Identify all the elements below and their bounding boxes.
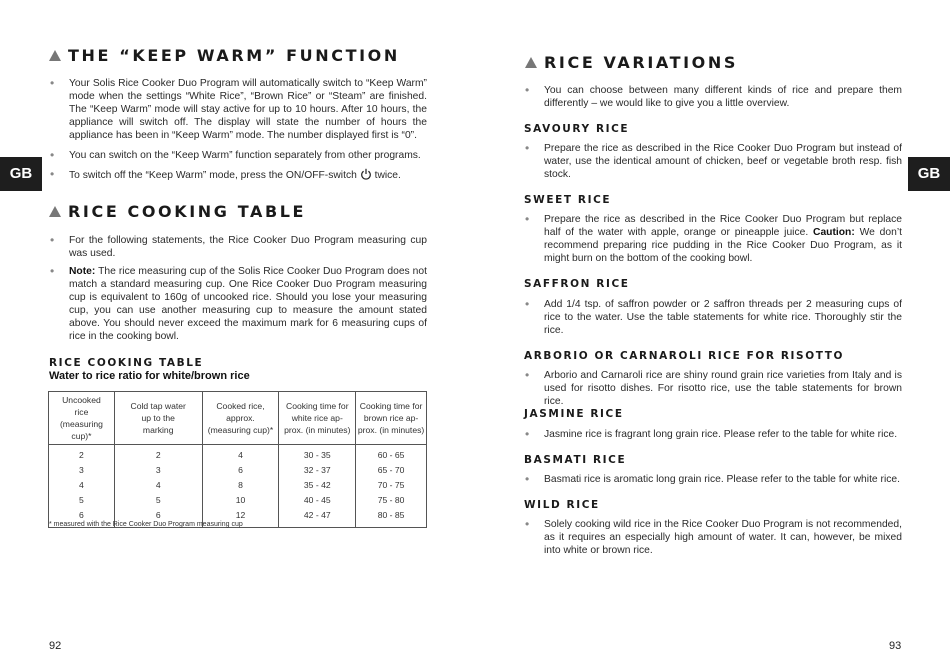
header-cooked-rice: Cooked rice, approx. (measuring cup)* [202, 392, 279, 445]
power-icon [360, 168, 372, 180]
header-cold-tap-water: Cold tap water up to the marking [114, 392, 202, 445]
rice-variations-heading: RICE VARIATIONS [525, 53, 738, 72]
bullet-icon: • [525, 297, 530, 311]
rice-cooking-table-heading: RICE COOKING TABLE [49, 202, 306, 221]
keep-warm-heading [49, 46, 400, 65]
table-cell: 4 [49, 478, 115, 493]
triangle-icon [49, 50, 61, 61]
savoury-rice-title: SAVOURY RICE [524, 123, 630, 135]
caution-label: Caution: [813, 227, 855, 238]
table-cell: 35 - 42 [279, 478, 356, 493]
table-cell: 6 [114, 508, 202, 527]
rice-variations-intro: • You can choose between many different kinds of rice and prepare them differently – we would like to give you a little overview. [525, 83, 902, 109]
table-cell: 5 [49, 493, 115, 508]
keep-warm-bullet-3: • To switch off the “Keep Warm” mode, press the ON/OFF-switch twice. [50, 167, 401, 181]
header-white-rice-time: Cooking time for white rice ap- prox. (in minutes) [279, 392, 356, 445]
jasmine-rice-text: • Jasmine rice is fragrant long grain rice. Please refer to the table for white rice. [525, 427, 898, 441]
bullet-icon: • [50, 76, 55, 90]
bullet-icon: • [525, 368, 530, 382]
table-cell: 65 - 70 [356, 463, 427, 478]
sweet-rice-title: SWEET RICE [524, 194, 612, 206]
keep-warm-heading-text: THE “KEEP WARM” FUNCTION [68, 46, 400, 65]
bullet-icon: • [525, 212, 530, 226]
basmati-rice-text: • Basmati rice is aromatic long grain rice. Please refer to the table for white rice. [525, 472, 900, 486]
table-cell: 10 [202, 493, 279, 508]
wild-rice-title: WILD RICE [524, 499, 600, 511]
table-cell: 8 [202, 478, 279, 493]
sweet-rice-text: • Prepare the rice as described in the Rice Cooker Duo Program but replace half of the water with apple, orange or pineapple juice. Caution: We don’t recommend preparing rice pudding in the Rice Cooker Duo Program, as it might burn on the bottom of the cooking bowl. [525, 212, 902, 264]
header-uncooked-rice: Uncooked rice (measuring cup)* [49, 392, 115, 445]
savoury-rice-text: • Prepare the rice as described in the Rice Cooker Duo Program but instead of water, use the identical amount of chicken, beef or vegetable broth resp. fish stock. [525, 141, 902, 180]
triangle-icon [49, 206, 61, 217]
table-cell: 4 [114, 478, 202, 493]
jasmine-rice-title: JASMINE RICE [524, 408, 624, 420]
table-cell: 6 [49, 508, 115, 527]
keep-warm-bullet-2: • You can switch on the “Keep Warm” function separately from other programs. [50, 148, 421, 162]
triangle-icon [525, 57, 537, 68]
keep-warm-bullet-1: • Your Solis Rice Cooker Duo Program will automatically switch to “Keep Warm” mode when the settings “White Rice”, “Brown Rice” or “Steam” are finished. The “Keep Warm” mode will stay active for up to 10 hours. After 10 hours, the appliance will switch off. The display will state the number of hours the appliance has been in “Keep Warm” mode. The number displayed first is “0”. [50, 76, 427, 141]
table-cell: 75 - 80 [356, 493, 427, 508]
cooking-table-note: • Note: The rice measuring cup of the Solis Rice Cooker Duo Program does not match a standard measuring cup. One Rice Cooker Duo Program measuring cup is equivalent to 160g of uncooked rice. Should you lose your measuring cup, you can use another measuring cup to measure the amount stated above. You should never exceed the maximum mark for 6 measuring cups of rice in the cooking bowl. [50, 264, 427, 342]
table-row [49, 445, 427, 464]
table-header-row [49, 392, 427, 445]
table-cell: 5 [114, 493, 202, 508]
bullet-icon: • [50, 233, 55, 247]
table-row [49, 493, 427, 508]
bullet-icon: • [50, 148, 55, 162]
table-cell: 3 [114, 463, 202, 478]
bullet-icon: • [525, 472, 530, 486]
table-cell: 6 [202, 463, 279, 478]
table-title: RICE COOKING TABLE [49, 357, 204, 369]
bullet-icon: • [50, 167, 55, 181]
language-tab-gb: GB [908, 157, 950, 191]
bullet-icon: • [525, 141, 530, 155]
saffron-rice-text: • Add 1/4 tsp. of saffron powder or 2 saffron threads per 2 measuring cups of rice to the water. Use the table statements for white rice. Thoroughly stir the rice. [525, 297, 902, 336]
saffron-rice-title: SAFFRON RICE [524, 278, 630, 290]
page-number-right: 93 [889, 640, 902, 652]
table-cell: 32 - 37 [279, 463, 356, 478]
bullet-icon: • [525, 517, 530, 531]
table-cell: 60 - 65 [356, 445, 427, 464]
table-cell: 3 [49, 463, 115, 478]
language-tab-gb: GB [0, 157, 42, 191]
arborio-rice-title: ARBORIO OR CARNAROLI RICE FOR RISOTTO [524, 350, 845, 362]
right-page [475, 0, 950, 672]
table-cell: 40 - 45 [279, 493, 356, 508]
basmati-rice-title: BASMATI RICE [524, 454, 627, 466]
bullet-icon: • [525, 427, 530, 441]
table-cell: 80 - 85 [356, 508, 427, 527]
header-brown-rice-time: Cooking time for brown rice ap- prox. (in minutes) [356, 392, 427, 445]
table-cell: 12 [202, 508, 279, 527]
table-cell: 2 [49, 445, 115, 464]
cooking-table-bullet-1: • For the following statements, the Rice Cooker Duo Program measuring cup was used. [50, 233, 427, 259]
wild-rice-text: • Solely cooking wild rice in the Rice Cooker Duo Program is not recommended, as it requires an especially high amount of water. It can, however, be mixed into white or brown rice. [525, 517, 902, 556]
table-row [49, 463, 427, 478]
table-cell: 30 - 35 [279, 445, 356, 464]
rice-cooking-table [48, 391, 427, 528]
table-cell: 2 [114, 445, 202, 464]
bullet-icon: • [50, 264, 55, 278]
table-cell: 4 [202, 445, 279, 464]
note-label: Note: [69, 266, 96, 277]
table-cell: 70 - 75 [356, 478, 427, 493]
table-row [49, 478, 427, 493]
table-subtitle: Water to rice ratio for white/brown rice [49, 370, 250, 382]
arborio-rice-text: • Arborio and Carnaroli rice are shiny round grain rice varieties from Italy and is used for risotto dishes. For risotto rice, use the table statements for brown rice. [525, 368, 902, 407]
bullet-icon: • [525, 83, 530, 97]
table-cell: 42 - 47 [279, 508, 356, 527]
page-number-left: 92 [49, 640, 62, 652]
table-footnote: * measured with the Rice Cooker Duo Program measuring cup [49, 521, 243, 528]
